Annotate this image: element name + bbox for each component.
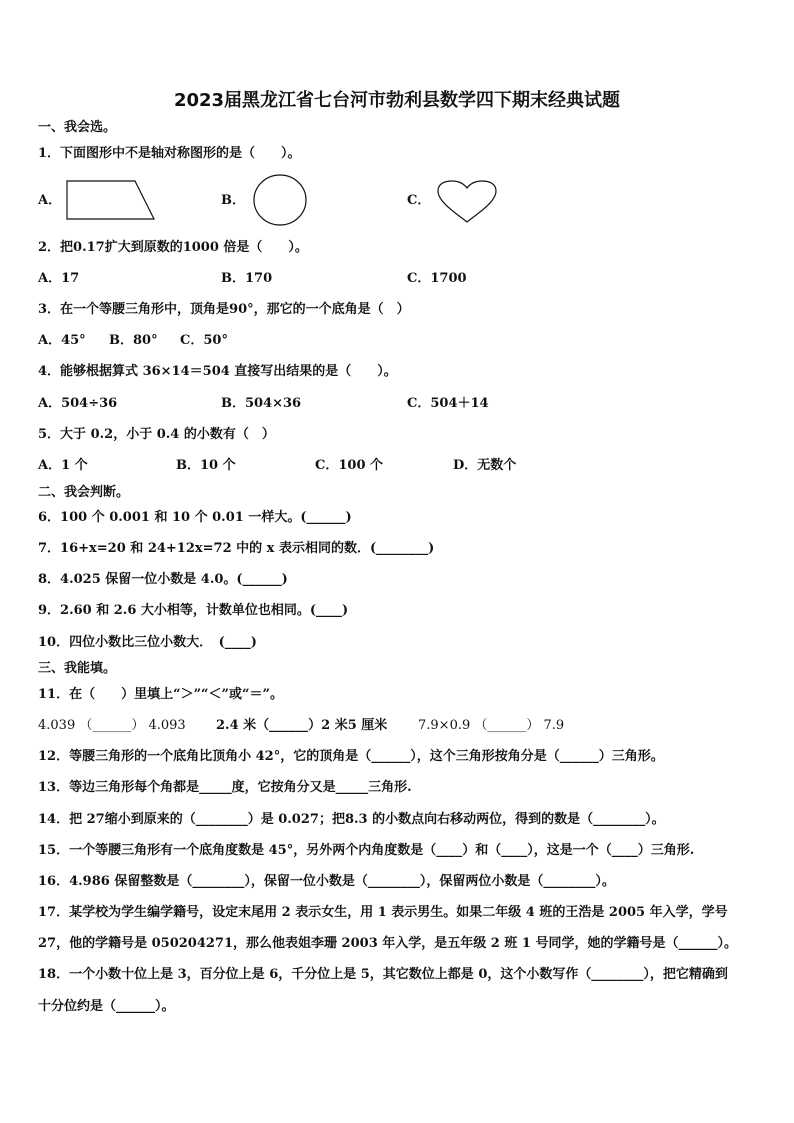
question-3: 3．在一个等腰三角形中，顶角是90°，那它的一个底角是（ ） xyxy=(38,302,410,317)
question-9: 9．2.60 和 2.6 大小相等，计数单位也相同。(____) xyxy=(38,603,349,618)
heart-shape xyxy=(437,180,497,224)
q5-option-d: D．无数个 xyxy=(453,458,517,473)
q5-option-a: A．1 个 xyxy=(38,458,88,473)
question-13: 13．等边三角形每个角都是_____度，它按角分又是_____三角形. xyxy=(38,780,412,795)
page-title: 2023届黑龙江省七台河市勃利县数学四下期末经典试题 xyxy=(173,90,621,111)
question-1: 1．下面图形中不是轴对称图形的是（ ）。 xyxy=(38,146,301,161)
question-18-line-2: 十分位约是（______）。 xyxy=(38,999,175,1014)
q1-option-c: C． xyxy=(407,193,431,208)
question-17-line-2: 27，他的学籍号是 050204271，那么他表姐李珊 2003 年入学，是五年级 2 班 1 号同学，她的学籍号是（______）。 xyxy=(38,936,737,951)
q3-option-c: C．50° xyxy=(180,333,228,348)
q11-part-2: 2.4 米（______）2 米5 厘米 xyxy=(216,718,388,733)
q11-part-1: 4.039 （______） 4.093 xyxy=(38,718,186,733)
trapezoid-shape xyxy=(66,180,156,222)
q4-option-c: C．504＋14 xyxy=(407,396,489,411)
question-4: 4．能够根据算式 36×14＝504 直接写出结果的是（ ）。 xyxy=(38,364,397,379)
q2-option-a: A．17 xyxy=(38,271,80,286)
q4-option-b: B．504×36 xyxy=(221,396,302,411)
question-14: 14．把 27缩小到原来的（________）是 0.027；把8.3 的小数点向右移动两位，得到的数是（________）。 xyxy=(38,812,665,827)
question-2: 2．把0.17扩大到原数的1000 倍是（ ）。 xyxy=(38,240,308,255)
question-10: 10．四位小数比三位小数大． (____) xyxy=(38,635,257,650)
question-12: 12．等腰三角形的一个底角比顶角小 42°，它的顶角是（______），这个三角形按角分是（______）三角形。 xyxy=(38,749,664,764)
q11-part-3: 7.9×0.9 （______） 7.9 xyxy=(418,718,565,733)
q2-option-c: C．1700 xyxy=(407,271,467,286)
q5-option-c: C．100 个 xyxy=(315,458,384,473)
question-7: 7．16+x=20 和 24+12x=72 中的 x 表示相同的数．(________) xyxy=(38,541,435,556)
question-15: 15．一个等腰三角形有一个底角度数是 45°，另外两个内角度数是（____）和（____），这是一个（____）三角形. xyxy=(38,843,695,858)
section-heading-choice: 一、我会选。 xyxy=(38,120,117,135)
question-17-line-1: 17．某学校为学生编学籍号，设定末尾用 2 表示女生，用 1 表示男生。如果二年级 4 班的王浩是 2005 年入学，学号 xyxy=(38,905,728,920)
q3-option-b: B．80° xyxy=(109,333,158,348)
q1-option-a: A． xyxy=(38,193,62,208)
question-6: 6．100 个 0.001 和 10 个 0.01 一样大。(______) xyxy=(38,510,352,525)
question-16: 16．4.986 保留整数是（________），保留一位小数是（________），保留两位小数是（________）。 xyxy=(38,874,615,889)
q4-option-a: A．504÷36 xyxy=(38,396,118,411)
q5-option-b: B．10 个 xyxy=(176,458,236,473)
question-11: 11．在（ ）里填上“＞”“＜”或“＝”。 xyxy=(38,687,283,702)
q2-option-b: B．170 xyxy=(221,271,273,286)
question-5: 5．大于 0.2，小于 0.4 的小数有（ ） xyxy=(38,427,275,442)
section-heading-fill: 三、我能填。 xyxy=(38,661,117,676)
question-8: 8．4.025 保留一位小数是 4.0。(______) xyxy=(38,572,288,587)
section-heading-judge: 二、我会判断。 xyxy=(38,485,130,500)
q3-option-a: A．45° xyxy=(38,333,86,348)
question-18-line-1: 18．一个小数十位上是 3，百分位上是 6，千分位上是 5，其它数位上都是 0，这个小数写作（________），把它精确到 xyxy=(38,967,728,982)
q1-option-b: B． xyxy=(221,193,245,208)
circle-shape xyxy=(253,174,309,228)
